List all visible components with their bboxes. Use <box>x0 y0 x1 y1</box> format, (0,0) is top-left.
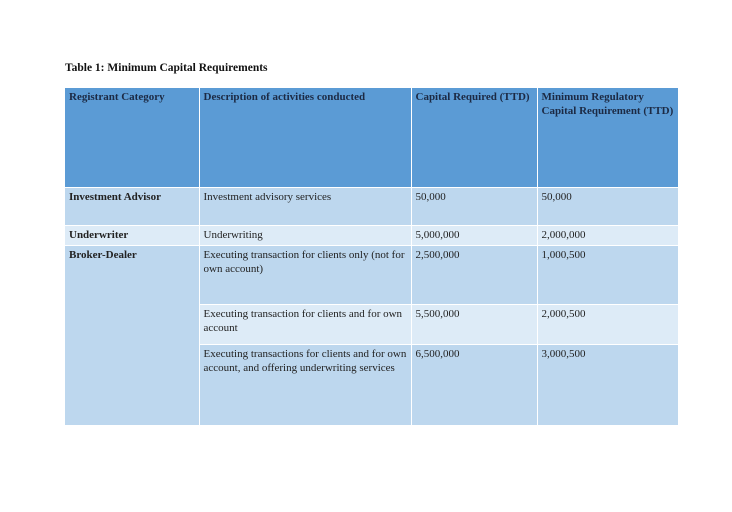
cell-capital-required: 50,000 <box>411 187 537 225</box>
cell-description: Executing transactions for clients and for own account, and offering underwriting services <box>199 344 411 425</box>
cell-category: Broker-Dealer <box>65 245 199 425</box>
cell-description: Executing transaction for clients and for own account <box>199 304 411 344</box>
capital-requirements-table <box>65 88 678 426</box>
cell-description: Underwriting <box>199 225 411 245</box>
header-registrant-category: Registrant Category <box>65 88 199 187</box>
cell-capital-required: 5,500,000 <box>411 304 537 344</box>
cell-description: Executing transaction for clients only (not for own account) <box>199 245 411 304</box>
cell-min-regulatory: 3,000,500 <box>537 344 678 425</box>
cell-min-regulatory: 2,000,500 <box>537 304 678 344</box>
table-row <box>65 187 678 225</box>
cell-capital-required: 6,500,000 <box>411 344 537 425</box>
table-header-row <box>65 88 678 187</box>
cell-category: Underwriter <box>65 225 199 245</box>
cell-min-regulatory: 1,000,500 <box>537 245 678 304</box>
cell-description: Investment advisory services <box>199 187 411 225</box>
table-row <box>65 245 678 304</box>
cell-min-regulatory: 2,000,000 <box>537 225 678 245</box>
table-row <box>65 225 678 245</box>
header-capital-required: Capital Required (TTD) <box>411 88 537 187</box>
cell-min-regulatory: 50,000 <box>537 187 678 225</box>
cell-category: Investment Advisor <box>65 187 199 225</box>
header-min-regulatory: Minimum Regulatory Capital Requirement (TTD) <box>537 88 678 187</box>
table-caption: Table 1: Minimum Capital Requirements <box>65 62 268 74</box>
cell-capital-required: 2,500,000 <box>411 245 537 304</box>
header-description: Description of activities conducted <box>199 88 411 187</box>
cell-capital-required: 5,000,000 <box>411 225 537 245</box>
